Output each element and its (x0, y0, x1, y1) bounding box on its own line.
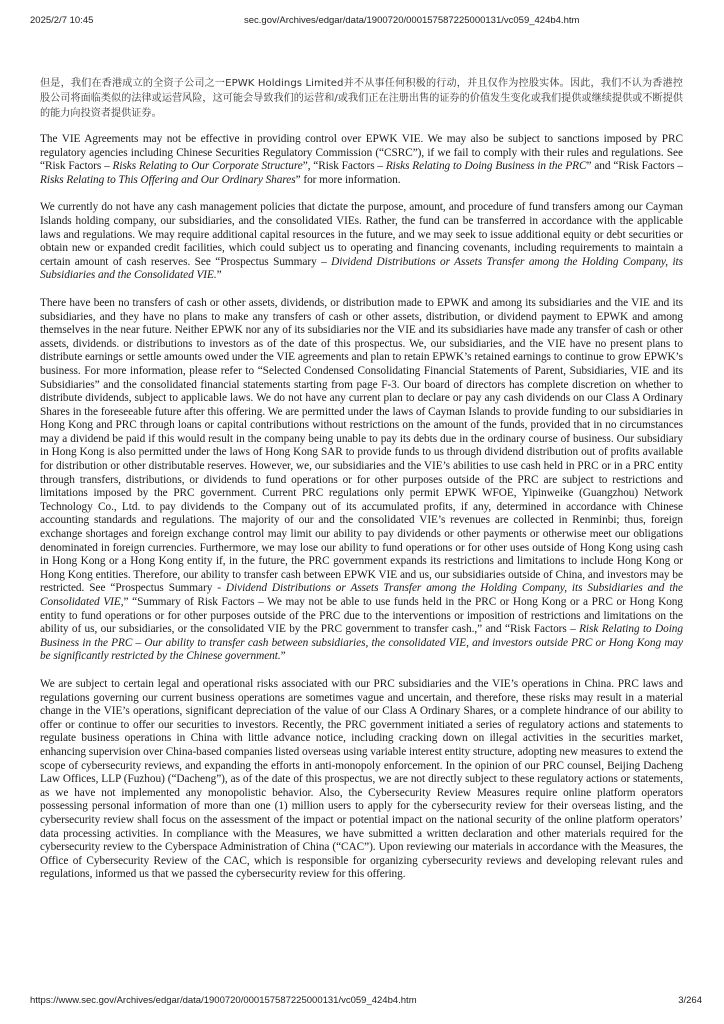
ref-dividend-distributions: Dividend Distributions or Assets Transfer among the Holding Company, its Subsidiaries and the Consolidated VIE. (40, 255, 683, 282)
print-datetime: 2025/2/7 10:45 (30, 15, 94, 26)
risk-link-corporate-structure: Risks Relating to Our Corporate Structure (112, 160, 303, 173)
print-url: https://www.sec.gov/Archives/edgar/data/1900720/000157587225000131/vc059_424b4.htm (30, 995, 417, 1006)
paragraph-legal-operational-risks: We are subject to certain legal and operational risks associated with our PRC subsidiaries and the VIE’s operations in China. PRC laws and regulations governing our current business operations are sometimes vague and uncertain, and therefore, these risks may result in a material change in the VIE’s operations, significant depreciation of the value of our Class A Ordinary Shares, or a complete hindrance of our ability to offer or continue to offer our securities to investors. Recently, the PRC government initiated a series of regulatory actions and statements to regulate business operations in China with little advance notice, including cracking down on illegal activities in the securities market, enhancing supervision over China-based companies listed overseas using variable interest entity structure, adopting new measures to extend the scope of cybersecurity reviews, and expanding the efforts in anti-monopoly enforcement. In the opinion of our PRC counsel, Beijing Dacheng Law Offices, LLP (Fuzhou) (“Dacheng”), as of the date of this prospectus, we are not directly subject to these regulatory actions or statements, as we have not implemented any monopolistic behavior. Also, the Cybersecurity Review Measures require online platform operators possessing personal information of more than one (1) million users to apply for the cybersecurity review for their overseas listing, and the cybersecurity review shall focus on the assessment of the impact or potential impact on the national security of the online platform operators’ data processing activities. In compliance with the Measures, we have submitted a written declaration and other materials required for the cybersecurity review to the Cyberspace Administration of China (“CAC”). Upon reviewing our materials in accordance with the Measures, the Office of Cybersecurity Review of the CAC, which is responsible for organizing cybersecurity reviews and developing relevant rules and regulations, informed us that we passed the cybersecurity review for this offering. (40, 677, 683, 881)
paragraph-cash-transfers: There have been no transfers of cash or other assets, dividends, or distribution made to EPWK and among its subsidiaries and the VIE and its subsidiaries, and they have no plans to make any transfers of cash or other assets, distribution, or dividend payment to EPWK and among themselves in the near future. Neither EPWK nor any of its subsidiaries nor the VIE and its subsidiaries have made any transfer of cash or other assets, dividends. or distributions to investors as of the date of this prospectus. We, our subsidiaries, and the VIE have no present plans to distribute earnings or settle amounts owed under the VIE agreements and plan to retain EPWK’s retained earnings to continue to grow EPWK’s business. For more information, please refer to “Selected Condensed Consolidating Financial Statements of Parent, Subsidiaries, VIE and its Subsidiaries” and the consolidated financial statements starting from page F-3. Our board of directors has complete discretion on whether to distribute dividends, subject to applicable laws. We do not have any current plan to declare or pay any cash dividends on our Class A Ordinary Shares in the foreseeable future after this offering. We are permitted under the laws of Cayman Islands to provide funding to our subsidiaries in Hong Kong and PRC through loans or capital contributions without restrictions on the amount of the funds, provided that in no circumstances may a dividend be paid if this would result in the company being unable to pay its debts due in the ordinary course of business. Our subsidiary in Hong Kong is also permitted under the laws of Hong Kong SAR to provide funds to us through dividend distribution out of profits available for distribution or other distributable reserves. However, we, our subsidiaries and the VIE’s abilities to use cash held in PRC or in a PRC entity through transfers, distributions, or dividends to fund operations or for other purposes outside of the PRC are subject to restrictions and limitations imposed by the PRC government. Current PRC regulations only permit EPWK WFOE, Yipinweike (Guangzhou) Network Technology Co., Ltd. to pay dividends to the Company out of its accumulated profits, if any, determined in accordance with Chinese accounting standards and regulations. The majority of our and the consolidated VIE’s revenues are collected in Renminbi; thus, foreign exchange shortages and foreign exchange control may limit our ability to pay dividends or other payments or otherwise meet our obligations denominated in foreign currencies. Furthermore, we may lose our ability to fund operations or for other uses outside of Hong Kong using cash in Hong Kong or a Hong Kong entity if, in the future, the PRC government expands its restrictions and limitations to include Hong Kong or Hong Kong entities. Therefore, our ability to transfer cash between EPWK VIE and us, our subsidiaries outside of China, and investors may be restricted. See “Prospectus Summary - Dividend Distributions or Assets Transfer among the Holding Company, its Subsidiaries and the Consolidated VIE,” “Summary of Risk Factors – We may not be able to use funds held in the PRC or Hong Kong or a PRC or Hong Kong entity to fund operations or for other purposes outside of the PRC due to the interventions or imposition of restrictions and limitations on the ability of us, our subsidiaries, or the consolidated VIE by the PRC government to transfer cash.,” and “Risk Factors – Risk Relating to Doing Business in the PRC – Our ability to transfer cash between subsidiaries, the consolidated VIE, and investors outside PRC or Hong Kong may be significantly restricted by the Chinese government.” (40, 296, 683, 663)
ref-dividend-distributions-2: Dividend Distributions or Assets Transfer among the Holding Company, its Subsidiaries and the Consolidated VIE, (40, 582, 683, 608)
risk-link-doing-business-prc: Risks Relating to Doing Business in the PRC (385, 160, 587, 173)
paragraph-vie-agreements: The VIE Agreements may not be effective in providing control over EPWK VIE. We may also be subject to sanctions imposed by PRC regulatory agencies including Chinese Securities Regulatory Commission (“CSRC”), if we fail to comply with their rules and regulations. See “Risk Factors – Risks Relating to Our Corporate Structure”, “Risk Factors – Risks Relating to Doing Business in the PRC” and “Risk Factors – Risks Relating to This Offering and Our Ordinary Shares” for more information. (40, 133, 684, 186)
print-header (0, 15, 724, 29)
paragraph-cash-management: We currently do not have any cash management policies that dictate the purpose, amount, and procedure of fund transfers among our Cayman Islands holding company, our subsidiaries, and the consolidated VIEs. Rather, the fund can be transferred in accordance with the applicable laws and regulations. We may require additional capital resources in the future, and we may seek to issue additional equity or debt securities or obtain new or expanded credit facilities, which could subject us to operating and financing covenants, including requirements to maintain a certain amount of cash reserves. See “Prospectus Summary – Dividend Distributions or Assets Transfer among the Holding Company, its Subsidiaries and the Consolidated VIE.” (40, 201, 683, 282)
ref-risk-transfer-cash: Risk Relating to Doing Business in the PRC – Our ability to transfer cash between subsidiaries, the consolidated VIE, and investors outside PRC or Hong Kong may be significantly restricted by the Chinese government. (40, 623, 683, 663)
print-footer (0, 995, 724, 1009)
print-page-title: sec.gov/Archives/edgar/data/1900720/000157587225000131/vc059_424b4.htm (244, 15, 580, 26)
chinese-paragraph: 但是，我们在香港成立的全资子公司之一EPWK Holdings Limited并不从事任何积极的行动，并且仅作为控股实体。因此，我们不认为香港控股公司将面临类似的法律或运营风险，这可能会导致我们的运营和/或我们正在注册出售的证券的价值发生变化或我们提供或继续提供或不断提供的能力向投资者提供证券。 (40, 78, 683, 119)
risk-link-offering-shares: Risks Relating to This Offering and Our Ordinary Shares (40, 173, 296, 186)
page-indicator: 3/264 (678, 995, 702, 1006)
document-body (40, 76, 683, 896)
